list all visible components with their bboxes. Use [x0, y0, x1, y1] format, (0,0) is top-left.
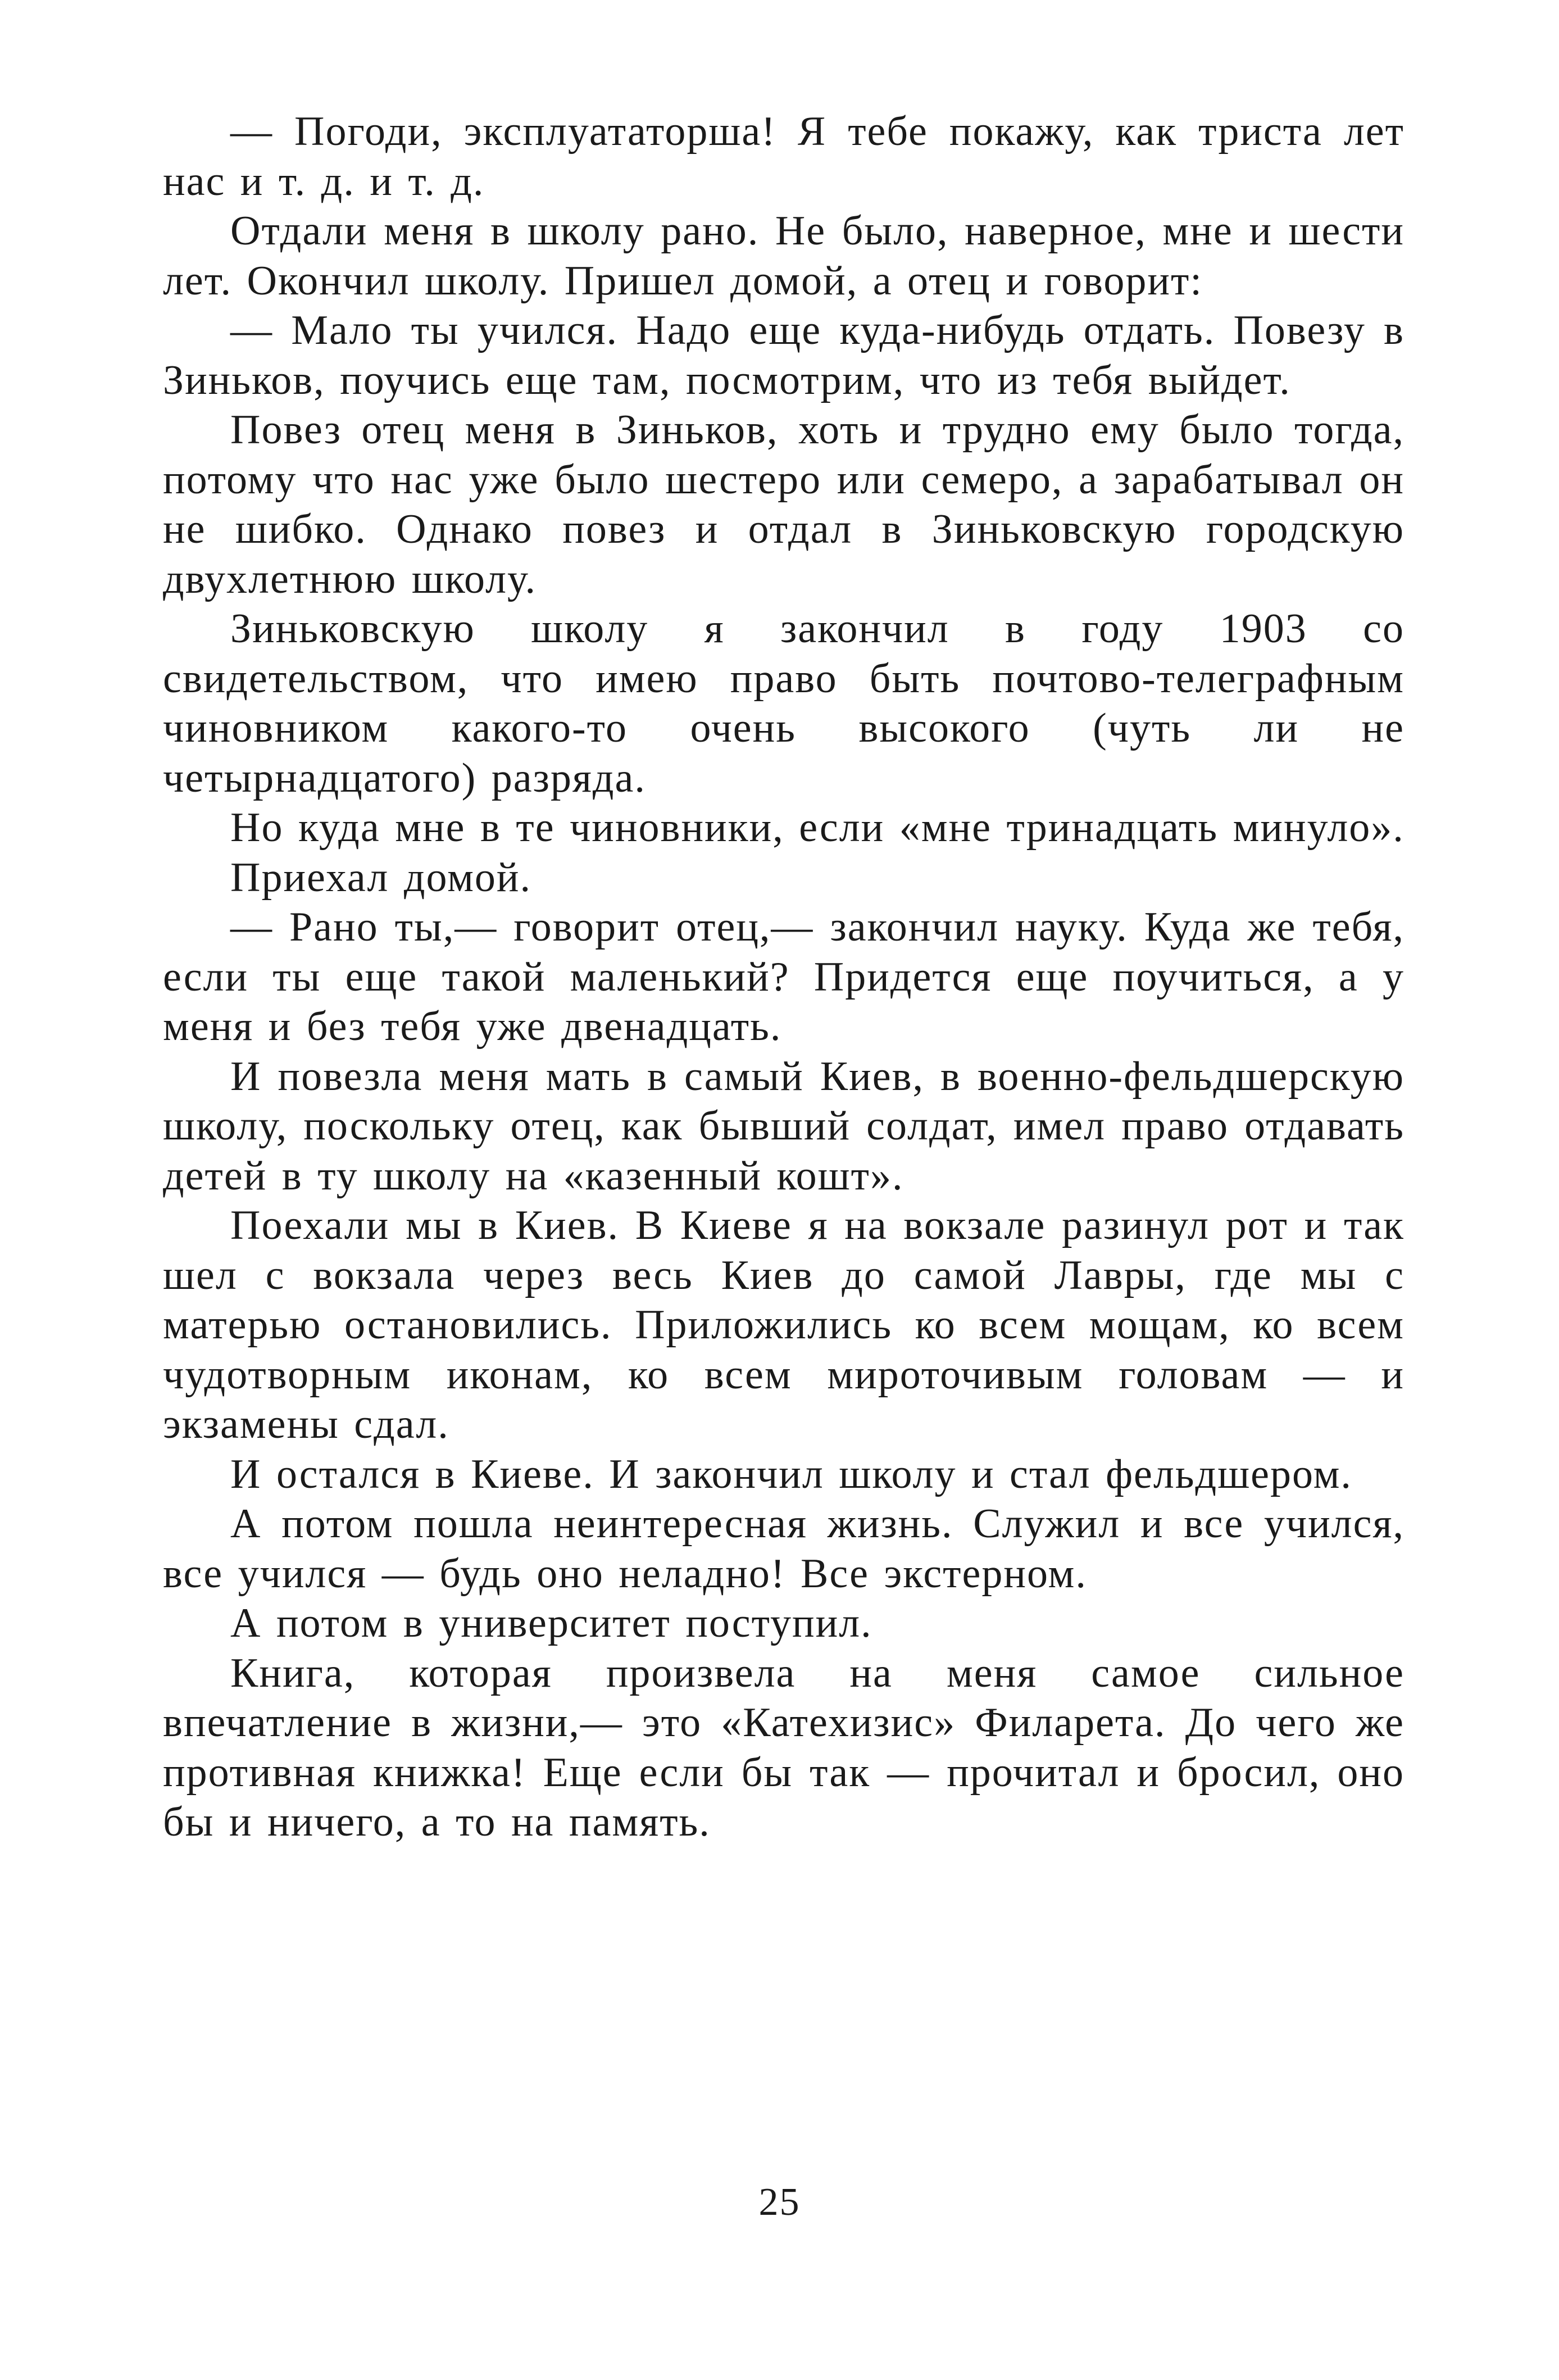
paragraph: Книга, которая произвела на меня самое сильное впечатление в жизни,— это «Катехизис» Филарета. До чего же противная книжка! Еще если бы так — прочитал и бросил, оно бы и ничего, а то на память. [163, 1650, 1405, 1845]
page-body [163, 107, 1405, 1847]
paragraph: — Мало ты учился. Надо еще куда-нибудь отдать. Повезу в Зиньков, поучись еще там, посмотрим, что из тебя выйдет. [163, 307, 1405, 403]
page-number: 25 [758, 2181, 801, 2224]
paragraph: — Погоди, эксплуататорша! Я тебе покажу, как триста лет нас и т. д. и т. д. [163, 108, 1405, 205]
paragraph: А потом пошла неинтересная жизнь. Служил и все учился, все учился — будь оно неладно! Все экстерном. [163, 1501, 1405, 1597]
paragraph: Повез отец меня в Зиньков, хоть и трудно ему было тогда, потому что нас уже было шестеро или семеро, а зарабатывал он не шибко. Однако повез и отдал в Зиньковскую городскую двухлетнюю школу. [163, 407, 1405, 602]
paragraph: Зиньковскую школу я закончил в году 1903 со свидетельством, что имею право быть почтово-телеграфным чиновником какого-то очень высокого (чуть ли не четырнадцатого) разряда. [163, 606, 1405, 801]
paragraph: — Рано ты,— говорит отец,— закончил науку. Куда же тебя, если ты еще такой маленький? Придется еще поучиться, а у меня и без тебя уже двенадцать. [163, 904, 1405, 1050]
paragraph: И остался в Киеве. И закончил школу и стал фельдшером. [230, 1451, 1352, 1497]
paragraph: А потом в университет поступил. [230, 1600, 872, 1646]
paragraph: Поехали мы в Киев. В Киеве я на вокзале разинул рот и так шел с вокзала через весь Киев до самой Лавры, где мы с матерью остановились. Приложились ко всем мощам, ко всем чудотворным иконам, ко всем мироточивым головам — и экзамены сдал. [163, 1202, 1405, 1447]
paragraph: И повезла меня мать в самый Киев, в военно-фельдшерскую школу, поскольку отец, как бывший солдат, имел право отдавать детей в ту школу на «казенный кошт». [163, 1053, 1405, 1199]
paragraph: Приехал домой. [230, 854, 532, 901]
paragraph: Отдали меня в школу рано. Не было, наверное, мне и шести лет. Окончил школу. Пришел домой, а отец и говорит: [163, 208, 1405, 304]
paragraph: Но куда мне в те чиновники, если «мне тринадцать минуло». [230, 805, 1405, 851]
